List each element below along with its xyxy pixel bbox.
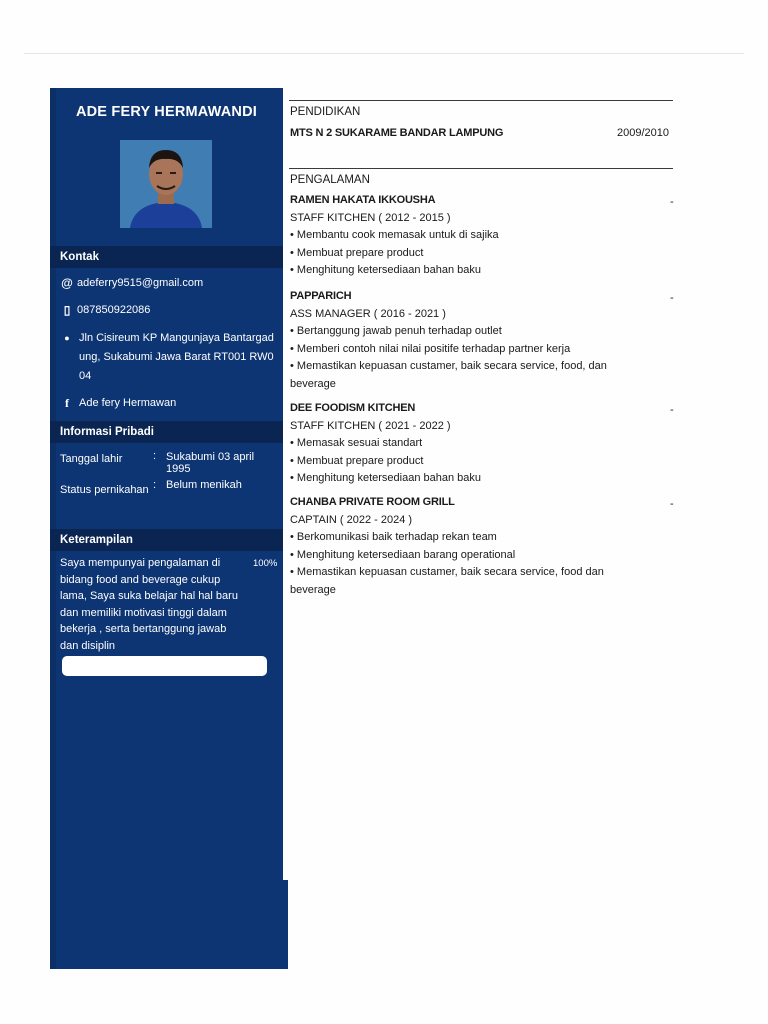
job-role: ASS MANAGER ( 2016 - 2021 )	[290, 307, 446, 320]
job-bullet: • Menghitung ketersediaan bahan baku	[290, 264, 481, 277]
facebook-text: Ade fery Hermawan	[79, 397, 177, 409]
experience-divider	[289, 168, 673, 169]
job-bullet: • Berkomunikasi baik terhadap rekan team	[290, 531, 497, 544]
education-year: 2009/2010	[617, 127, 669, 139]
job-dash: -	[670, 498, 674, 510]
contact-address	[57, 329, 279, 386]
skills-description: Saya mempunyai pengalaman di bidang food and beverage cukup lama, Saya suka belajar hal hal baru dan memiliki motivasi tinggi dalam bekerja , serta bertanggung jawab dan disiplin	[60, 557, 238, 652]
job-company: RAMEN HAKATA IKKOUSHA	[290, 194, 436, 206]
contact-heading: Kontak	[50, 246, 283, 268]
job-role: CAPTAIN ( 2022 - 2024 )	[290, 513, 413, 526]
top-divider	[24, 53, 744, 54]
job-bullet: • Memberi contoh nilai nilai positife terhadap partner kerja	[290, 342, 571, 355]
skills-percent: 100%	[253, 558, 278, 569]
facebook-icon: f	[65, 396, 69, 410]
job-dash: -	[670, 292, 674, 304]
phone-text: 087850922086	[77, 304, 151, 316]
personal-info-heading: Informasi Pribadi	[50, 421, 283, 443]
job-entry	[290, 400, 620, 488]
status-label: Status pernikahan	[60, 484, 149, 496]
dob-value: Sukabumi 03 april 1995	[166, 451, 255, 475]
skills-heading: Keterampilan	[50, 529, 283, 551]
job-entry	[290, 494, 620, 600]
profile-photo	[120, 140, 212, 228]
education-divider	[289, 100, 673, 101]
contact-facebook	[57, 394, 279, 413]
job-company: PAPPARICH	[290, 290, 352, 302]
job-bullet: • Membantu cook memasak untuk di sajika	[290, 229, 499, 242]
job-entry	[290, 192, 620, 280]
phone-icon: ▯	[63, 303, 71, 317]
location-pin-icon: ●	[64, 333, 70, 343]
email-text: adeferry9515@gmail.com	[77, 277, 204, 289]
job-dash: -	[670, 196, 674, 208]
job-company: CHANBA PRIVATE ROOM GRILL	[290, 496, 455, 508]
skills-progress-bar	[62, 656, 267, 676]
status-colon: :	[153, 479, 157, 491]
education-school: MTS N 2 SUKARAME BANDAR LAMPUNG	[290, 127, 504, 139]
address-text: Jln Cisireum KP Mangunjaya Bantargadung, Sukabumi Jawa Barat RT001 RW004	[79, 332, 274, 382]
job-role: STAFF KITCHEN ( 2021 - 2022 )	[290, 419, 451, 432]
dob-colon: :	[153, 450, 157, 462]
job-bullet: • Memastikan kepuasan custamer, baik secara service, food, dan beverage	[290, 360, 607, 390]
status-value: Belum menikah	[166, 479, 242, 491]
job-role: STAFF KITCHEN ( 2012 - 2015 )	[290, 211, 451, 224]
job-bullet: • Memasak sesuai standart	[290, 437, 423, 450]
job-bullet: • Membuat prepare product	[290, 246, 424, 259]
candidate-name: ADE FERY HERMAWANDI	[75, 104, 258, 120]
at-icon: @	[61, 276, 73, 290]
job-bullet: • Menghitung ketersediaan barang operational	[290, 548, 516, 561]
dob-label: Tanggal lahir	[60, 453, 123, 465]
job-bullet: • Memastikan kepuasan custamer, baik secara service, food dan beverage	[290, 566, 604, 596]
job-bullet: • Bertanggung jawab penuh terhadap outlet	[290, 325, 502, 338]
job-bullet: • Membuat prepare product	[290, 454, 424, 467]
contact-phone	[57, 301, 279, 320]
job-dash: -	[670, 404, 674, 416]
job-bullet: • Menghitung ketersediaan bahan baku	[290, 472, 481, 485]
job-company: DEE FOODISM KITCHEN	[290, 402, 416, 414]
job-entry	[290, 288, 620, 394]
sidebar	[50, 88, 283, 969]
contact-email	[57, 274, 279, 293]
education-heading: PENDIDIKAN	[290, 106, 361, 118]
experience-heading: PENGALAMAN	[290, 174, 370, 186]
